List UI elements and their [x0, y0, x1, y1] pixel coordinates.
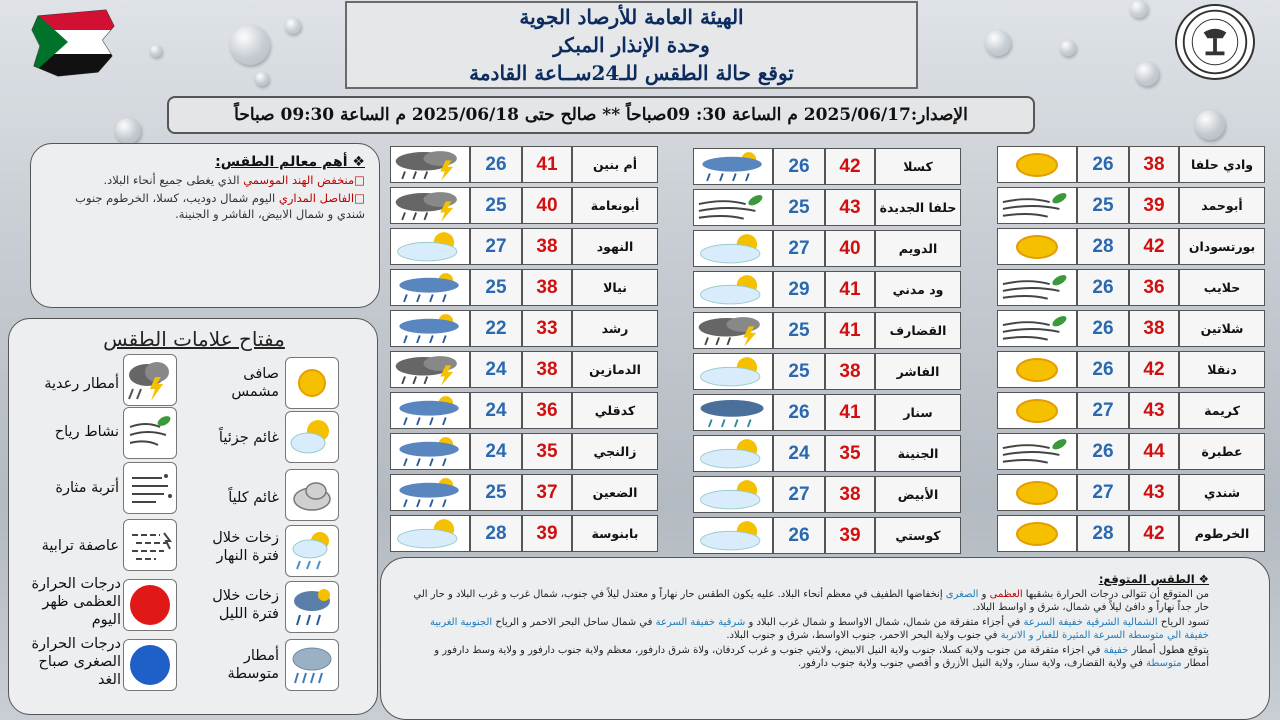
- min-temp-value: 28: [1077, 515, 1129, 552]
- moderate-rain-legend-icon: [285, 639, 339, 691]
- day-showers-icon: [390, 474, 470, 511]
- city-row: [390, 269, 658, 306]
- city-name: كسلا: [875, 148, 961, 185]
- legend-max-temp: درجات الحرارة العظمى ظهر اليوم: [31, 576, 121, 628]
- sunny-legend-icon: [285, 357, 339, 409]
- min-temp-value: 25: [470, 269, 522, 306]
- sunny-icon: [997, 146, 1077, 183]
- city-row: [693, 353, 961, 390]
- forecast-title: ❖ الطقس المتوقع:: [1098, 572, 1209, 586]
- max-temp-value: 38: [825, 476, 875, 513]
- max-temp-value: 42: [1129, 351, 1179, 388]
- max-temp-value: 41: [825, 394, 875, 431]
- max-temp-value: 38: [522, 228, 572, 265]
- min-temp-value: 28: [1077, 228, 1129, 265]
- sunny-icon: [997, 351, 1077, 388]
- bulletin-title: [345, 1, 918, 89]
- rain-drop-decoration: [230, 25, 270, 65]
- legend-cloudy: غائم كلياً: [228, 490, 279, 506]
- wind-icon: [997, 310, 1077, 347]
- min-temp-value: 24: [470, 351, 522, 388]
- min-temp-value: 25: [773, 353, 825, 390]
- city-name: كوستي: [875, 517, 961, 554]
- expected-weather-panel: [380, 557, 1270, 720]
- min-temp-value: 26: [773, 517, 825, 554]
- max-temp-value: 37: [522, 474, 572, 511]
- city-name: نيالا: [572, 269, 658, 306]
- city-name: القضارف: [875, 312, 961, 349]
- legend-dust-storm: عاصفة ترابية: [41, 538, 119, 554]
- meteorological-authority-logo: [1175, 4, 1255, 80]
- title-line-authority: الهيئة العامة للأرصاد الجوية: [519, 5, 744, 29]
- city-row: [693, 189, 961, 226]
- night-showers-legend-icon: [285, 581, 339, 633]
- city-row: [693, 476, 961, 513]
- city-name: الأبيض: [875, 476, 961, 513]
- day-showers-icon: [693, 148, 773, 185]
- day-showers-legend-icon: [285, 525, 339, 577]
- partly-cloudy-icon: [693, 517, 773, 554]
- partly-cloudy-icon: [693, 435, 773, 472]
- city-row: [390, 515, 658, 552]
- legend-moderate-rain: أمطار متوسطة: [227, 648, 279, 682]
- day-showers-icon: [390, 269, 470, 306]
- city-row: [390, 433, 658, 470]
- min-temp-value: 27: [773, 476, 825, 513]
- city-name: سنار: [875, 394, 961, 431]
- city-row: [693, 394, 961, 431]
- rain-drop-decoration: [115, 118, 141, 144]
- partly-cloudy-icon: [693, 476, 773, 513]
- city-name: وادي حلفا: [1179, 146, 1265, 183]
- city-name: شلاتين: [1179, 310, 1265, 347]
- city-row: [390, 228, 658, 265]
- city-name: الدويم: [875, 230, 961, 267]
- legend-sunny: صافى مشمس: [231, 366, 279, 400]
- max-temp-value: 42: [1129, 228, 1179, 265]
- city-row: [997, 310, 1265, 347]
- city-name: الخرطوم: [1179, 515, 1265, 552]
- city-name: عطبرة: [1179, 433, 1265, 470]
- max-temp-value: 39: [825, 517, 875, 554]
- city-row: [390, 351, 658, 388]
- city-row: [997, 146, 1265, 183]
- min-temp-value: 29: [773, 271, 825, 308]
- city-row: [390, 310, 658, 347]
- max-temp-value: 44: [1129, 433, 1179, 470]
- max-temp-value: 36: [522, 392, 572, 429]
- city-name: كدقلي: [572, 392, 658, 429]
- sudan-flag-icon: [28, 6, 118, 78]
- city-row: [390, 392, 658, 429]
- title-line-unit: وحدة الإنذار المبكر: [553, 33, 710, 57]
- weather-features-panel: [30, 143, 380, 308]
- city-row: [997, 433, 1265, 470]
- city-row: [997, 269, 1265, 306]
- partly-cloudy-icon: [693, 271, 773, 308]
- city-row: [997, 351, 1265, 388]
- min-temp-value: 26: [773, 394, 825, 431]
- issue-validity-bar: الإصدار:2025/06/17 م الساعة 30: 09صباحاً ** صالح حتى 2025/06/18 م الساعة 09:30 صباحاً: [167, 96, 1035, 134]
- min-temp-value: 25: [773, 189, 825, 226]
- rain-drop-decoration: [1060, 40, 1076, 56]
- min-temp-value: 24: [773, 435, 825, 472]
- max-temp-value: 42: [825, 148, 875, 185]
- wind-icon: [997, 433, 1077, 470]
- feature-itcz: □الفاصل المداري اليوم شمال دوديب، كسلا، الخرطوم جنوب شندي و شمال الابيض، الفاشر و الجنينة.: [75, 191, 365, 221]
- city-row: [693, 230, 961, 267]
- sunny-icon: [997, 515, 1077, 552]
- city-row: [997, 392, 1265, 429]
- max-temp-value: 40: [522, 187, 572, 224]
- max-temp-value: 41: [522, 146, 572, 183]
- max-temp-value: 35: [825, 435, 875, 472]
- max-temp-value: 39: [522, 515, 572, 552]
- max-temp-value: 38: [825, 353, 875, 390]
- city-row: [693, 435, 961, 472]
- legend-partly: غائم جزئياً: [218, 430, 279, 446]
- city-row: [390, 474, 658, 511]
- max-temp-value: 42: [1129, 515, 1179, 552]
- legend-day-showers: زخات خلال فترة النهار: [212, 530, 279, 564]
- weather-legend-panel: [8, 318, 378, 715]
- thunderstorm-icon: [390, 146, 470, 183]
- min-temp-value: 24: [470, 392, 522, 429]
- city-name: الضعين: [572, 474, 658, 511]
- diamond-bullet-icon: ❖: [1194, 572, 1209, 586]
- max-temp-value: 40: [825, 230, 875, 267]
- wind-legend-icon: [123, 407, 177, 459]
- wind-icon: [693, 189, 773, 226]
- city-name: شندي: [1179, 474, 1265, 511]
- sunny-icon: [997, 228, 1077, 265]
- city-name: الفاشر: [875, 353, 961, 390]
- min-temp-value: 25: [773, 312, 825, 349]
- city-name: أم بنين: [572, 146, 658, 183]
- forecast-winds: تسود الرياح الشمالية الشرقية خفيفة السرعة في أجزاء متفرقة من شمال، شمال الاواسط و شمال غرب البلاد و شرقية خفيفة السرعة في شمال ساحل البحر الاحمر و الرياح الجنوبية الغربية خفيفة الي متوسطة السرعة المثيرة للغبار و الاتربة في جنوب ولاية البحر الاحمر، جنوب الاواسط، شرق و جنوب البلاد.: [430, 617, 1209, 641]
- legend-title: مفتاح علامات الطقس: [103, 327, 285, 351]
- min-temp-value: 22: [470, 310, 522, 347]
- thunderstorm-icon: [390, 351, 470, 388]
- city-row: [997, 187, 1265, 224]
- dust-legend-icon: [123, 462, 177, 514]
- legend-thunder: أمطار رعدية: [44, 376, 119, 392]
- max-temp-value: 38: [522, 351, 572, 388]
- min-temp-value: 28: [470, 515, 522, 552]
- city-name: أبوحمد: [1179, 187, 1265, 224]
- day-showers-icon: [390, 392, 470, 429]
- rain-drop-decoration: [285, 18, 301, 34]
- city-row: [390, 187, 658, 224]
- city-name: كريمة: [1179, 392, 1265, 429]
- city-row: [997, 228, 1265, 265]
- max-temp-value: 43: [825, 189, 875, 226]
- min-temp-value: 25: [1077, 187, 1129, 224]
- max-temp-value: 41: [825, 312, 875, 349]
- min-temp-value: 27: [1077, 392, 1129, 429]
- sunny-icon: [997, 392, 1077, 429]
- min-temp-value: 25: [470, 187, 522, 224]
- legend-min-temp: درجات الحرارة الصغرى صباح الغد: [31, 636, 121, 688]
- feature-monsoon: □منخفض الهند الموسمي الذي يغطى جميع أنحاء البلاد.: [103, 173, 365, 187]
- day-showers-icon: [390, 310, 470, 347]
- city-row: [390, 146, 658, 183]
- thunderstorm-icon: [390, 187, 470, 224]
- min-temp-value: 26: [1077, 269, 1129, 306]
- max-temp-value: 41: [825, 271, 875, 308]
- legend-dust: أتربة مثارة: [55, 480, 119, 496]
- features-title: ❖ أهم معالم الطقس:: [215, 154, 365, 170]
- dust-storm-legend-icon: [123, 519, 177, 571]
- city-row: [997, 515, 1265, 552]
- city-row: [693, 271, 961, 308]
- city-name: حلفا الجديدة: [875, 189, 961, 226]
- city-name: بابنوسة: [572, 515, 658, 552]
- city-name: الدمازين: [572, 351, 658, 388]
- min-temp-value: 25: [470, 474, 522, 511]
- moderate-rain-icon: [693, 394, 773, 431]
- partly-cloudy-icon: [390, 515, 470, 552]
- partly-cloudy-legend-icon: [285, 411, 339, 463]
- max-temp-value: 39: [1129, 187, 1179, 224]
- min-temp-value: 27: [470, 228, 522, 265]
- city-name: دنقلا: [1179, 351, 1265, 388]
- min-temp-value: 26: [773, 148, 825, 185]
- city-name: أبونعامة: [572, 187, 658, 224]
- rain-drop-decoration: [985, 30, 1011, 56]
- min-temp-value: 24: [470, 433, 522, 470]
- max-temp-value: 38: [1129, 146, 1179, 183]
- max-temp-value: 43: [1129, 392, 1179, 429]
- min-temp-legend-icon: [123, 639, 177, 691]
- city-row: [997, 474, 1265, 511]
- city-name: حلايب: [1179, 269, 1265, 306]
- partly-cloudy-icon: [390, 228, 470, 265]
- min-temp-value: 27: [773, 230, 825, 267]
- rain-drop-decoration: [255, 72, 269, 86]
- forecast-rain: يتوقع هطول أمطار خفيفة في اجزاء متفرقة من جنوب ولاية كسلا، جنوب ولاية النيل الابيض، ولايتي جنوب و غرب كردفان، ولاة شرق دارفور، معظم ولاية جنوب دارفور و ولاية وسط دارفور و أمطار متوسطة في ولاية القضارف، ولاية سنار، ولاية النيل الأزرق و أقصي جنوب ولاية جنوب دارفور.: [434, 645, 1209, 669]
- max-temp-value: 38: [1129, 310, 1179, 347]
- partly-cloudy-icon: [693, 353, 773, 390]
- max-temp-value: 43: [1129, 474, 1179, 511]
- wind-icon: [997, 269, 1077, 306]
- rain-drop-decoration: [150, 45, 162, 57]
- checkbox-bullet-icon: □: [354, 173, 365, 187]
- day-showers-icon: [390, 433, 470, 470]
- legend-wind: نشاط رياح: [54, 424, 119, 440]
- city-name: الجنينة: [875, 435, 961, 472]
- legend-night-showers: زخات خلال فترة الليل: [212, 588, 279, 622]
- min-temp-value: 26: [1077, 146, 1129, 183]
- min-temp-value: 26: [1077, 433, 1129, 470]
- city-row: [693, 312, 961, 349]
- max-temp-value: 38: [522, 269, 572, 306]
- sunny-icon: [997, 474, 1077, 511]
- thunderstorm-legend-icon: [123, 354, 177, 406]
- max-temp-value: 35: [522, 433, 572, 470]
- city-name: زالنجي: [572, 433, 658, 470]
- rain-drop-decoration: [1195, 110, 1225, 140]
- city-row: [693, 148, 961, 185]
- city-name: بورتسودان: [1179, 228, 1265, 265]
- city-name: النهود: [572, 228, 658, 265]
- min-temp-value: 26: [470, 146, 522, 183]
- rain-drop-decoration: [1135, 62, 1159, 86]
- city-row: [693, 517, 961, 554]
- city-name: ود مدني: [875, 271, 961, 308]
- city-name: رشد: [572, 310, 658, 347]
- min-temp-value: 27: [1077, 474, 1129, 511]
- title-line-forecast: توقع حالة الطقس للـ24ســاعة القادمة: [469, 61, 794, 85]
- partly-cloudy-icon: [693, 230, 773, 267]
- checkbox-bullet-icon: □: [354, 191, 365, 205]
- rain-drop-decoration: [1130, 0, 1148, 18]
- forecast-temperature: من المتوقع أن تتوالى درجات الحرارة بشقيها العظمى و الصغرى إنخفاضها الطفيف في معظم أنحاء البلاد. عليه يكون الطقس حار نهاراً و معتدل ليلاً في جنوب، شمال غرب و غرب البلاد و حار الي حار جداً نهاراً و دافئ ليلاً في شمال، شرق و اواسط البلاد.: [413, 589, 1209, 613]
- min-temp-value: 26: [1077, 310, 1129, 347]
- thunderstorm-icon: [693, 312, 773, 349]
- diamond-bullet-icon: ❖: [347, 154, 365, 170]
- max-temp-value: 36: [1129, 269, 1179, 306]
- max-temp-value: 33: [522, 310, 572, 347]
- cloudy-legend-icon: [285, 469, 339, 521]
- max-temp-legend-icon: [123, 579, 177, 631]
- min-temp-value: 26: [1077, 351, 1129, 388]
- wind-icon: [997, 187, 1077, 224]
